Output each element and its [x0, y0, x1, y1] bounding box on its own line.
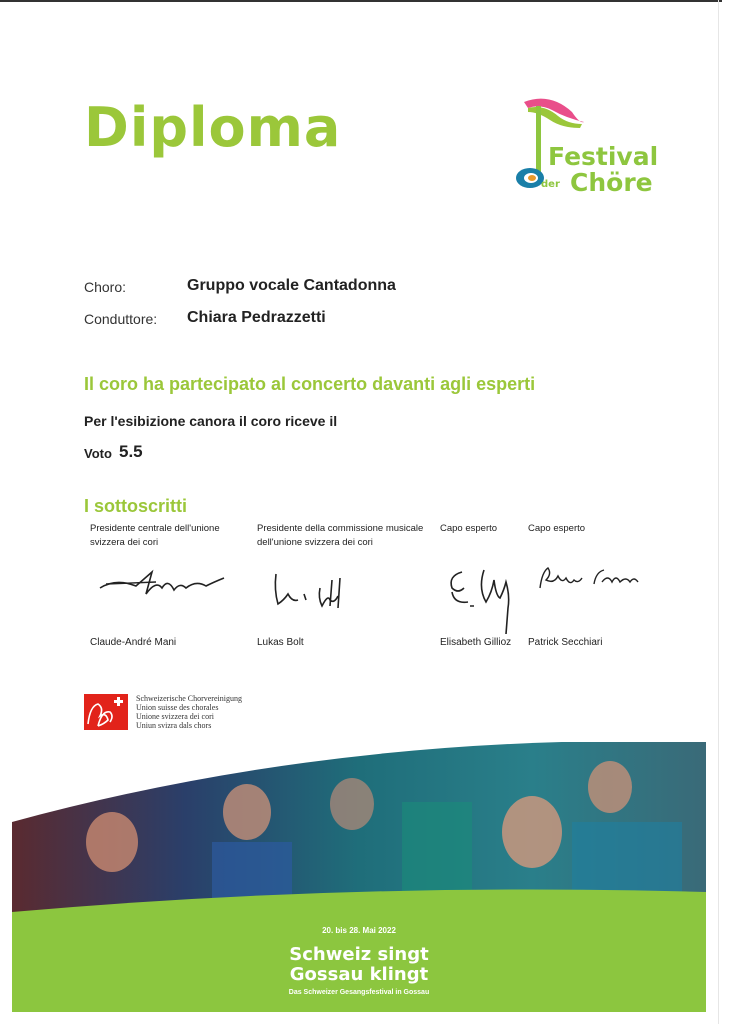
page-edge — [718, 0, 719, 1024]
conductor-label: Conduttore: — [84, 311, 158, 327]
logo-word-der: der — [541, 179, 560, 190]
festival-title-line2: Gossau klingt — [289, 964, 429, 985]
signature-bolt — [268, 570, 360, 614]
signatory-role: Presidente della commissione musicale dell'unione svizzera dei cori — [257, 523, 424, 548]
swiss-flag-icon — [84, 694, 128, 730]
performance-text: Per l'esibizione canora il coro riceve il — [84, 413, 338, 429]
signatory-name: Lukas Bolt — [257, 637, 304, 648]
festival-title-line1: Schweiz singt — [289, 944, 429, 965]
participation-heading: Il coro ha partecipato al concerto davanti agli esperti — [84, 374, 536, 394]
signatory-role: Presidente centrale dell'unione svizzera dei cori — [90, 523, 220, 548]
logo-word-choere: Chöre — [570, 168, 653, 197]
association-names: Schweizerische Chorvereinigung Union suisse des chorales Unione svizzera dei cori Uniun svizra dals chors — [136, 694, 242, 730]
association-logo — [84, 694, 284, 734]
festival-subtitle: Das Schweizer Gesangsfestival in Gossau — [288, 989, 430, 996]
signatory-role: Capo esperto — [440, 523, 498, 534]
choir-value: Gruppo vocale Cantadonna — [187, 277, 396, 294]
signatory-role: Capo esperto — [528, 523, 586, 534]
signatory-name: Patrick Secchiari — [528, 637, 603, 648]
logo-word-festival: Festival — [548, 142, 659, 171]
top-border — [0, 0, 722, 2]
signature-mani — [96, 566, 230, 600]
signature-gillioz — [444, 562, 522, 636]
festival-dates: 20. bis 28. Mai 2022 — [322, 926, 396, 935]
signatory-name: Claude-André Mani — [90, 637, 177, 648]
signatories-heading: I sottoscritti — [84, 496, 188, 516]
festival-logo — [510, 92, 680, 202]
diploma-title: Diploma — [84, 96, 342, 159]
grade-label: Voto — [84, 446, 112, 461]
signatory-name: Elisabeth Gillioz — [440, 637, 512, 648]
choir-label: Choro: — [84, 279, 127, 295]
signature-secchiari — [536, 564, 648, 594]
grade-value: 5.5 — [119, 442, 143, 461]
conductor-value: Chiara Pedrazzetti — [187, 309, 326, 326]
